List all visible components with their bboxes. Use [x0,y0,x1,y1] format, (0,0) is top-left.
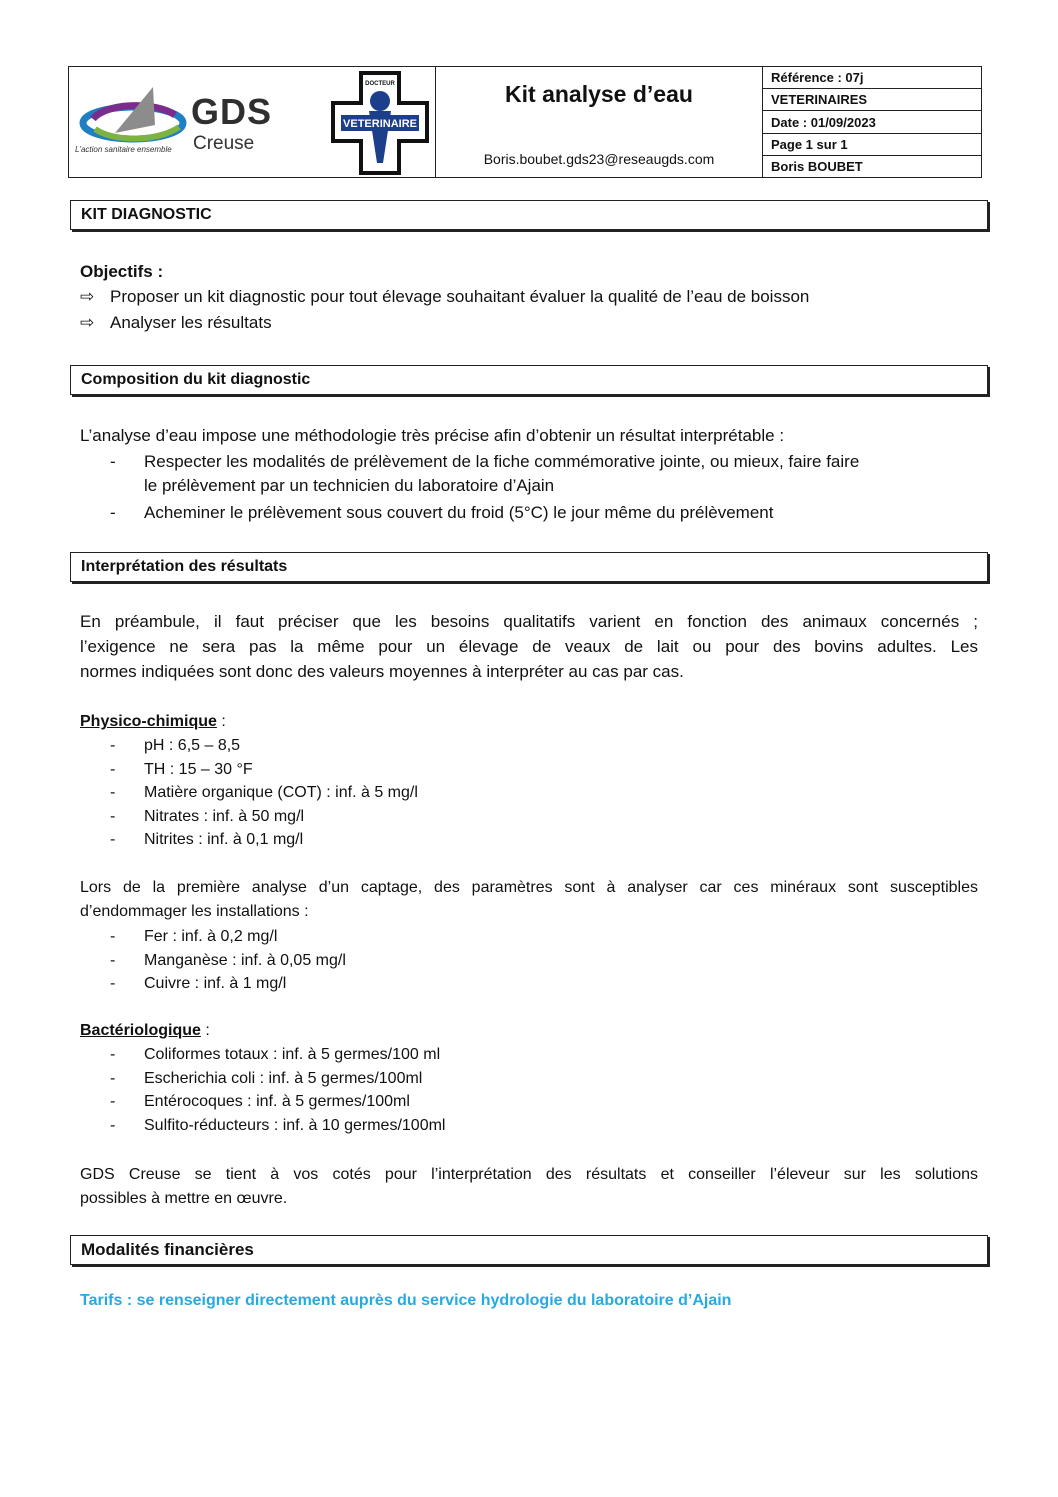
objectif-item [80,311,272,335]
section-interpretation: Interprétation des résultats [70,552,988,582]
list-item: - Fer : inf. à 0,2 mg/l [110,928,278,945]
interpretation-p1-line: En préambule, il faut préciser que les besoins qualitatifs varient en fonction des animaux concernés ; [80,612,978,631]
list-item: - Nitrites : inf. à 0,1 mg/l [110,831,304,848]
interpretation-p1-line: normes indiquées sont donc des valeurs moyennes à interpréter au cas par cas. [80,662,684,681]
date: Date : 01/09/2023 [763,111,981,133]
arrow-right-icon: ⇨ [80,313,95,332]
document-title: Kit analyse d’eau [505,81,693,107]
objectif-text: Analyser les résultats [110,313,272,332]
list-item: - Cuivre : inf. à 1 mg/l [110,975,287,992]
tarifs-note: Tarifs : se renseigner directement auprès du service hydrologie du laboratoire d’Ajain [80,1292,732,1309]
physico-heading-line: Physico-chimique : [80,713,226,730]
interpretation-p1-line: l’exigence ne sera pas la même pour un élevage de veaux de lait ou pour des bovins adultes. Les [80,637,978,656]
author: Boris BOUBET [771,158,863,174]
vet-logo-word: VETERINAIRE [343,118,417,130]
gds-logo-text: GDS [191,91,273,132]
objectif-text: Proposer un kit diagnostic pour tout élevage souhaitant évaluer la qualité de l’eau de boisson [110,287,810,306]
vet-logo-top: DOCTEUR [365,81,395,87]
title-cell [436,67,763,177]
section-composition: Composition du kit diagnostic [70,365,988,395]
interpretation-p2-line: d’endommager les installations : [80,903,309,920]
author-email[interactable]: Boris.boubet.gds23@reseaugds.com [483,151,715,167]
list-item: - Matière organique (COT) : inf. à 5 mg/l [110,784,418,801]
bacterio-list [110,1043,445,1137]
document-header [68,66,982,178]
minerals-list [110,925,346,996]
list-item: - Nitrates : inf. à 50 mg/l [110,807,305,825]
list-item: - pH : 6,5 – 8,5 [110,737,241,754]
reference: Référence : 07j [763,67,981,89]
list-item: - Respecter les modalités de prélèvement de la fiche commémorative jointe, ou mieux, faire faire [110,452,860,471]
list-item-continuation: le prélèvement par un technicien du laboratoire d’Ajain [144,476,555,495]
list-item: - Manganèse : inf. à 0,05 mg/l [110,951,346,969]
bacterio-heading-line: Bactériologique : [80,1022,210,1039]
meta-cell [763,67,981,177]
composition-intro: L’analyse d’eau impose une méthodologie très précise afin d’obtenir un résultat interprétable : [80,426,785,445]
list-item: - Sulfito-réducteurs : inf. à 10 germes/100ml [110,1116,446,1134]
section-modalites-financieres: Modalités financières [70,1235,988,1265]
interpretation-p3-line: possibles à mettre en œuvre. [80,1190,288,1207]
list-item: - Coliformes totaux : inf. à 5 germes/100 ml [110,1046,441,1063]
list-item: - Escherichia coli : inf. à 5 germes/100ml [110,1069,423,1087]
veterinaire-cross-icon [331,71,429,175]
objectifs-heading: Objectifs : [80,262,164,281]
composition-list [110,450,859,525]
page-number: Page 1 sur 1 [763,134,981,156]
audience: VETERINAIRES [763,89,981,111]
interpretation-p3-line: GDS Creuse se tient à vos cotés pour l’interprétation des résultats et conseiller l’éleveur sur les solutions [80,1166,978,1183]
physico-heading: Physico-chimique [80,713,217,730]
bacterio-heading: Bactériologique [80,1022,201,1039]
list-item: - Entérocoques : inf. à 5 germes/100ml [110,1093,410,1110]
objectif-item [80,285,809,309]
section-kit-diagnostic: KIT DIAGNOSTIC [70,200,988,230]
interpretation-p2-line: Lors de la première analyse d’un captage, des paramètres sont à analyser car ces minéraux sont susceptibles [80,879,978,896]
logos-cell [69,67,436,177]
list-item: - TH : 15 – 30 °F [110,760,253,778]
gds-logo-tagline: L'action sanitaire ensemble [75,145,172,154]
gds-logo-subtext: Creuse [193,133,255,154]
list-item: - Acheminer le prélèvement sous couvert du froid (5°C) le jour même du prélèvement [110,503,774,522]
physico-list [110,734,418,852]
arrow-right-icon: ⇨ [80,287,95,306]
